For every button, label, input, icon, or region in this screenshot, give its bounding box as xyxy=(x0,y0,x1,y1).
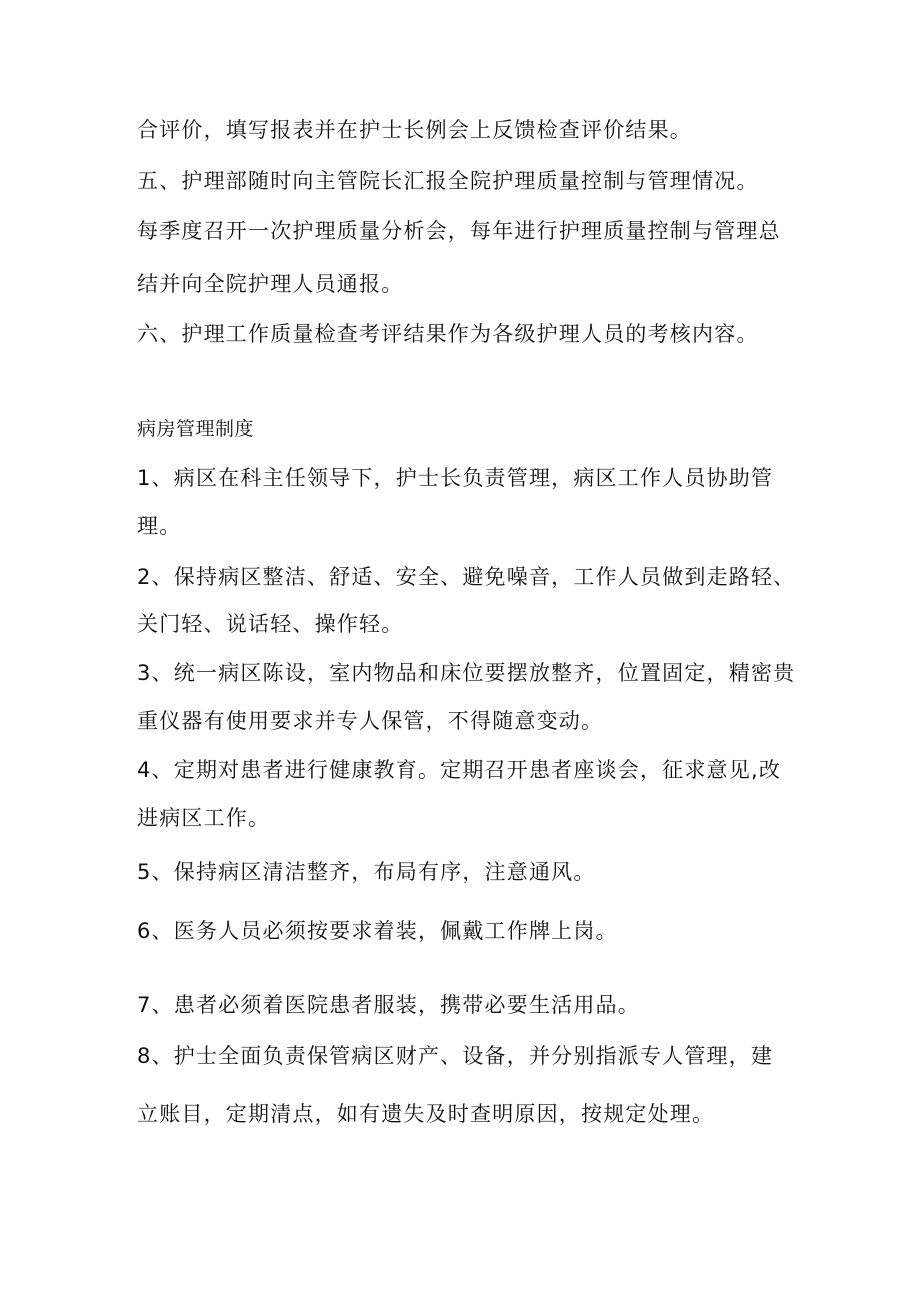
rule-8-line-1: 8、护士全面负责保管病区财产、设备，并分别指派专人管理，建 xyxy=(137,1044,774,1068)
section-title: 病房管理制度 xyxy=(137,418,255,440)
rule-1-line-2: 理。 xyxy=(137,514,182,538)
rule-4-line-1: 4、定期对患者进行健康教育。定期召开患者座谈会，征求意见,改 xyxy=(137,758,782,782)
rule-8-line-2: 立账目，定期清点，如有遗失及时查明原因，按规定处理。 xyxy=(137,1102,715,1126)
text-line-1: 合评价，填写报表并在护士长例会上反馈检查评价结果。 xyxy=(137,118,692,142)
rule-6-line: 6、医务人员必须按要求着装，佩戴工作牌上岗。 xyxy=(137,919,618,943)
rule-3-line-1: 3、统一病区陈设，室内物品和床位要摆放整齐，位置固定，精密贵 xyxy=(137,661,796,685)
rule-4-line-2: 进病区工作。 xyxy=(137,806,271,830)
text-line-5: 六、护理工作质量检查考评结果作为各级护理人员的考核内容。 xyxy=(137,322,759,346)
rule-7-line: 7、患者必须着医院患者服装，携带必要生活用品。 xyxy=(137,993,640,1017)
text-line-3: 每季度召开一次护理质量分析会，每年进行护理质量控制与管理总 xyxy=(137,219,781,243)
rule-1-line-1: 1、病区在科主任领导下，护士长负责管理，病区工作人员协助管 xyxy=(137,466,774,490)
rule-3-line-2: 重仪器有使用要求并专人保管，不得随意变动。 xyxy=(137,709,604,733)
text-line-2: 五、护理部随时向主管院长汇报全院护理质量控制与管理情况。 xyxy=(137,169,759,193)
text-line-4: 结并向全院护理人员通报。 xyxy=(137,272,404,296)
rule-2-line-2: 关门轻、说话轻、操作轻。 xyxy=(137,612,404,636)
rule-5-line: 5、保持病区清洁整齐，布局有序，注意通风。 xyxy=(137,860,596,884)
rule-2-line-1: 2、保持病区整洁、舒适、安全、避免噪音，工作人员做到走路轻、 xyxy=(137,565,796,589)
